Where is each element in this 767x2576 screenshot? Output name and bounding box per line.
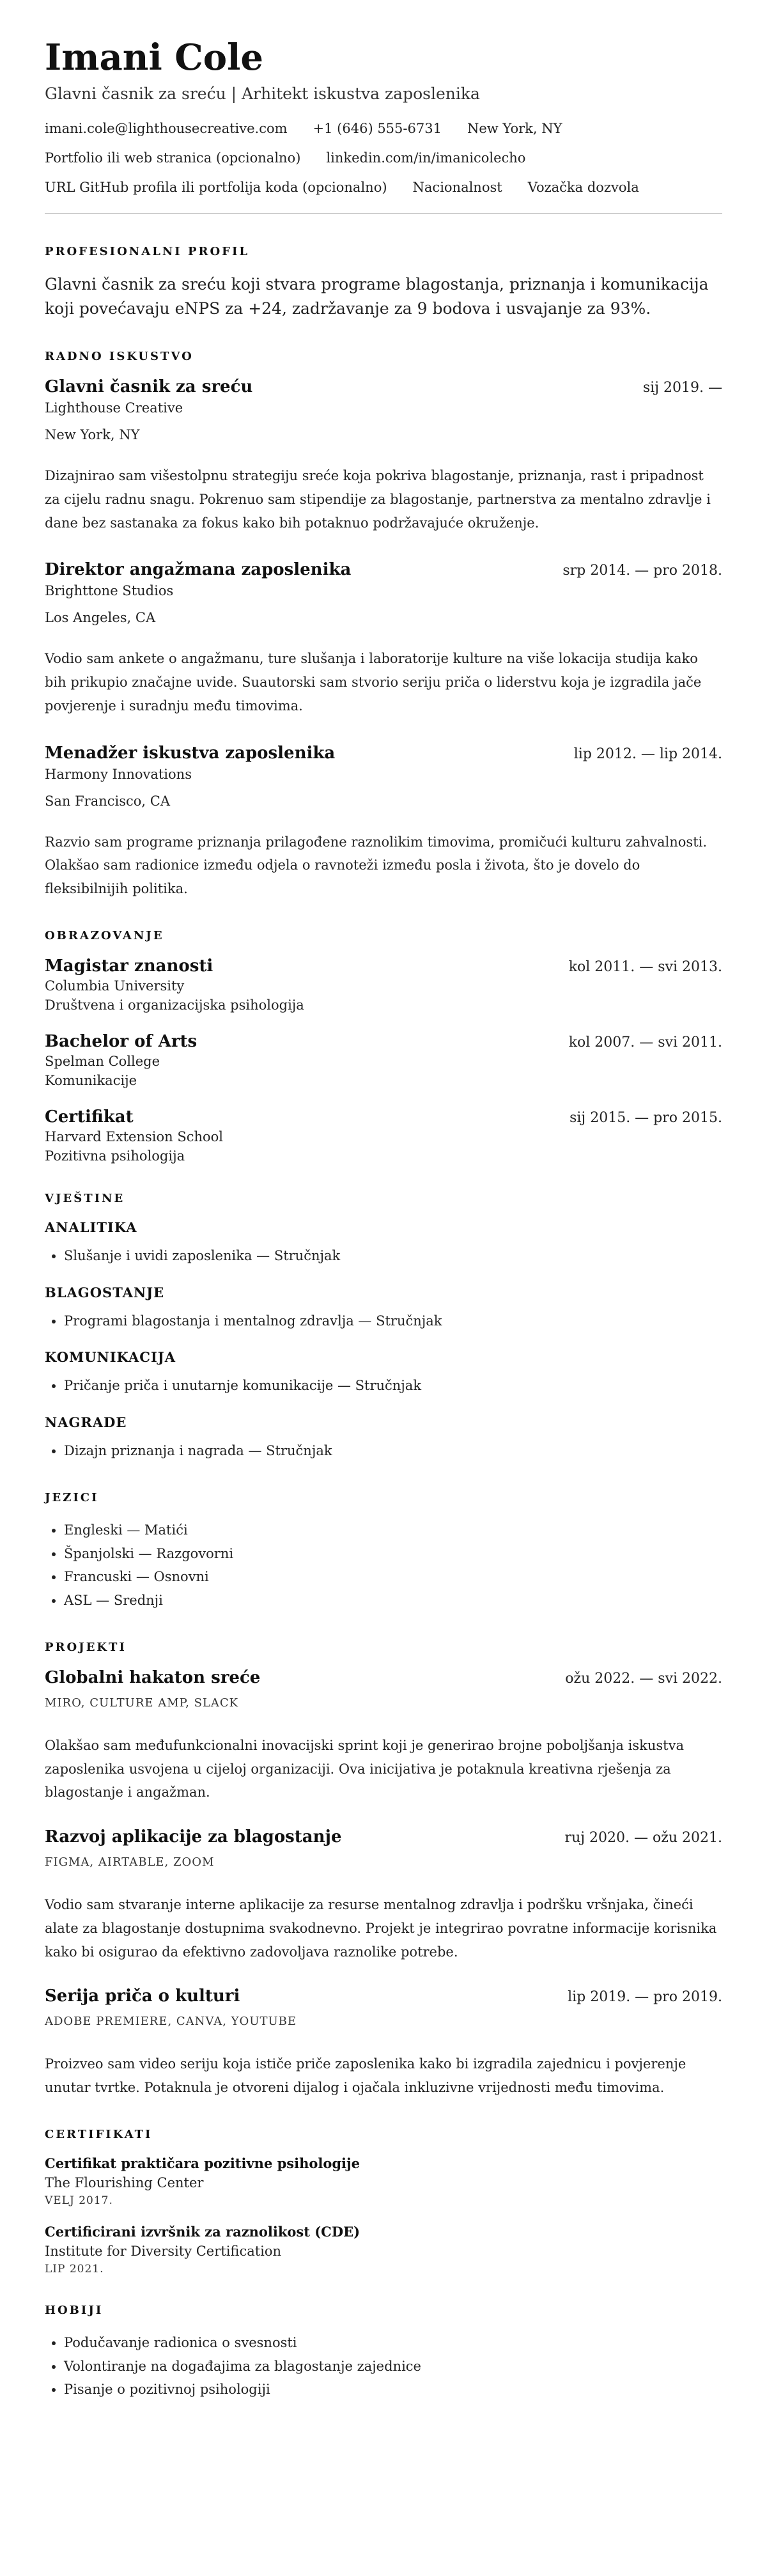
- job-date: lip 2012. — lip 2014.: [573, 745, 722, 762]
- experience-section: [45, 350, 722, 901]
- language-item: • Engleski — Matići: [64, 1518, 722, 1542]
- certificate-date: VELJ 2017.: [45, 2194, 113, 2207]
- section-title-projects: PROJEKTI: [45, 1640, 127, 1654]
- profile-summary: Glavni časnik za sreću koji stvara programe blagostanja, priznanja i komunikacija koji povećavaju eNPS za +24, zadržavanje za 9 bodova i usvajanje za 93%.: [45, 274, 709, 318]
- school-name: Columbia University: [45, 978, 185, 994]
- contact-row-extra: [45, 180, 722, 195]
- section-title-certificates: CERTIFIKATI: [45, 2127, 153, 2141]
- section-title-education: OBRAZOVANJE: [45, 928, 164, 942]
- experience-entry: [45, 744, 722, 901]
- experience-entry: [45, 560, 722, 717]
- project-tech: FIGMA, AIRTABLE, ZOOM: [45, 1855, 215, 1870]
- skill-item: • Slušanje i uvidi zaposlenika — Stručnjak: [64, 1244, 722, 1268]
- skill-category: BLAGOSTANJE: [45, 1284, 165, 1300]
- header-divider: [45, 213, 722, 214]
- job-title: Menadžer iskustva zaposlenika: [45, 743, 336, 763]
- language-list: [45, 1518, 722, 1612]
- job-description: Dizajnirao sam višestolpnu strategiju sreće koja pokriva blagostanje, priznanja, rast i pripadnost za cijelu radnu snagu. Pokrenuo sam stipendije za blagostanje, partnerstva za mentalno zdravlje i dane bez sastanaka za fokus kako bih potaknuo podržavajuće okruženje.: [45, 468, 711, 531]
- degree-title: Bachelor of Arts: [45, 1031, 198, 1051]
- project-name: Globalni hakaton sreće: [45, 1667, 261, 1687]
- projects-section: [45, 1641, 722, 2100]
- degree-title: Certifikat: [45, 1107, 134, 1127]
- field-of-study: Pozitivna psihologija: [45, 1148, 185, 1164]
- hobby-item: • Volontiranje na događajima za blagostanje zajednice: [64, 2355, 722, 2378]
- language-item: • Francuski — Osnovni: [64, 1565, 722, 1589]
- contact-row-links: [45, 150, 722, 166]
- hobby-item: • Podučavanje radionica o svesnosti: [64, 2331, 722, 2355]
- degree-title: Magistar znanosti: [45, 956, 213, 976]
- project-description: Vodio sam stvaranje interne aplikacije za resurse mentalnog zdravlja i podršku vršnjaka, čineći alate za blagostanje dostupnima svakodnevno. Projekt je integrirao povratne informacije korisnika kako bi osigurao da efektivno zadovoljava raznolike potrebe.: [45, 1897, 717, 1960]
- hobby-list: [45, 2331, 722, 2401]
- experience-entry: [45, 377, 722, 535]
- portfolio-link[interactable]: Portfolio ili web stranica (opcionalno): [45, 150, 301, 166]
- contact-row-primary: [45, 121, 722, 136]
- linkedin-link[interactable]: linkedin.com/in/imanicolecho: [326, 150, 526, 166]
- certificate-entry: [45, 2224, 722, 2275]
- skill-list: [45, 1244, 722, 1268]
- job-company: Brighttone Studios: [45, 583, 174, 599]
- certificate-issuer: Institute for Diversity Certification: [45, 2243, 282, 2259]
- job-location: New York, NY: [45, 427, 140, 443]
- skill-list: [45, 1309, 722, 1333]
- project-date: lip 2019. — pro 2019.: [568, 1989, 722, 2006]
- certificate-name: Certificirani izvršnik za raznolikost (CDE): [45, 2223, 360, 2240]
- skill-item: • Dizajn priznanja i nagrada — Stručnjak: [64, 1439, 722, 1463]
- project-name: Razvoj aplikacije za blagostanje: [45, 1827, 342, 1847]
- job-company: Lighthouse Creative: [45, 400, 183, 416]
- project-name: Serija priča o kulturi: [45, 1987, 240, 2006]
- project-date: ruj 2020. — ožu 2021.: [564, 1830, 722, 1846]
- skill-category: KOMUNIKACIJA: [45, 1349, 176, 1366]
- certificate-entry: [45, 2155, 722, 2207]
- project-description: Proizveo sam video seriju koja ističe priče zaposlenika kako bi izgradila zajednicu i povjerenje unutar tvrtke. Potaknula je otvoreni dijalog i ojačala inkluzivne vrijednosti među timovima.: [45, 2056, 686, 2096]
- project-tech: MIRO, CULTURE AMP, SLACK: [45, 1696, 239, 1710]
- education-entry: [45, 1032, 722, 1088]
- skill-category: NAGRADE: [45, 1414, 127, 1431]
- section-title-languages: JEZICI: [45, 1490, 99, 1504]
- skill-category: ANALITIKA: [45, 1219, 137, 1235]
- section-title-profile: PROFESIONALNI PROFIL: [45, 244, 250, 258]
- project-description: Olakšao sam međufunkcionalni inovacijski sprint koji je generirao brojne poboljšanja iskustva zaposlenika usvojena u cijeloj organizaciji. Ova inicijativa je potaknula kreativna rješenja za blagostanje i angažman.: [45, 1737, 684, 1800]
- section-title-hobbies: HOBIJI: [45, 2303, 104, 2317]
- school-name: Harvard Extension School: [45, 1128, 223, 1144]
- project-entry: [45, 1668, 722, 1804]
- job-company: Harmony Innovations: [45, 766, 192, 782]
- skill-list: [45, 1439, 722, 1463]
- section-title-experience: RADNO ISKUSTVO: [45, 350, 194, 364]
- profile-section: [45, 245, 722, 322]
- education-date: kol 2011. — svi 2013.: [568, 958, 722, 975]
- contact-location: New York, NY: [467, 120, 562, 136]
- education-date: sij 2015. — pro 2015.: [569, 1109, 722, 1126]
- language-item: • Španjolski — Razgovorni: [64, 1542, 722, 1566]
- project-date: ožu 2022. — svi 2022.: [565, 1670, 722, 1687]
- skill-item: • Programi blagostanja i mentalnog zdravlja — Stručnjak: [64, 1309, 722, 1333]
- certificate-issuer: The Flourishing Center: [45, 2174, 204, 2190]
- section-title-skills: VJEŠTINE: [45, 1191, 125, 1205]
- candidate-name: Imani Cole: [45, 36, 264, 79]
- skill-list: [45, 1374, 722, 1398]
- school-name: Spelman College: [45, 1053, 160, 1069]
- project-tech: ADOBE PREMIERE, CANVA, YOUTUBE: [45, 2015, 297, 2029]
- language-item: • ASL — Srednji: [64, 1589, 722, 1612]
- job-description: Razvio sam programe priznanja prilagođene raznolikim timovima, promičući kulturu zahvalnosti. Olakšao sam radionice između odjela o ravnoteži između posla i života, što je dovelo do fleksibilnijih politika.: [45, 834, 708, 897]
- skills-section: [45, 1192, 722, 1463]
- languages-section: [45, 1491, 722, 1612]
- job-location: Los Angeles, CA: [45, 610, 156, 626]
- contact-phone[interactable]: +1 (646) 555-6731: [313, 120, 442, 136]
- project-entry: [45, 1987, 722, 2100]
- education-date: kol 2007. — svi 2011.: [568, 1034, 722, 1050]
- hobbies-section: [45, 2304, 722, 2401]
- job-date: srp 2014. — pro 2018.: [562, 563, 722, 579]
- field-of-study: Društvena i organizacijska psihologija: [45, 997, 304, 1013]
- github-link[interactable]: URL GitHub profila ili portfolija koda (opcionalno): [45, 179, 387, 195]
- education-entry: [45, 1107, 722, 1164]
- certificates-section: [45, 2128, 722, 2275]
- contact-email[interactable]: imani.cole@lighthousecreative.com: [45, 120, 288, 136]
- candidate-headline: Glavni časnik za sreću | Arhitekt iskustva zaposlenika: [45, 84, 480, 103]
- job-description: Vodio sam ankete o angažmanu, ture slušanja i laboratorije kulture na više lokacija studija kako bih prikupio značajne uvide. Suautorski sam stvorio seriju priča o liderstvu koja je izgradila jače povjerenje i suradnju među timovima.: [45, 651, 702, 714]
- job-location: San Francisco, CA: [45, 793, 171, 809]
- job-title: Glavni časnik za sreću: [45, 377, 253, 397]
- certificate-name: Certifikat praktičara pozitivne psihologije: [45, 2155, 360, 2171]
- education-entry: [45, 956, 722, 1013]
- hobby-item: • Pisanje o pozitivnoj psihologiji: [64, 2378, 722, 2401]
- nationality: Nacionalnost: [412, 179, 502, 195]
- education-section: [45, 929, 722, 1164]
- project-entry: [45, 1827, 722, 1963]
- drivers-license: Vozačka dozvola: [527, 179, 639, 195]
- job-title: Direktor angažmana zaposlenika: [45, 560, 352, 580]
- skill-item: • Pričanje priča i unutarnje komunikacije — Stručnjak: [64, 1374, 722, 1398]
- resume-header: [45, 38, 722, 195]
- field-of-study: Komunikacije: [45, 1072, 137, 1088]
- job-date: sij 2019. —: [642, 380, 722, 396]
- certificate-date: LIP 2021.: [45, 2262, 104, 2275]
